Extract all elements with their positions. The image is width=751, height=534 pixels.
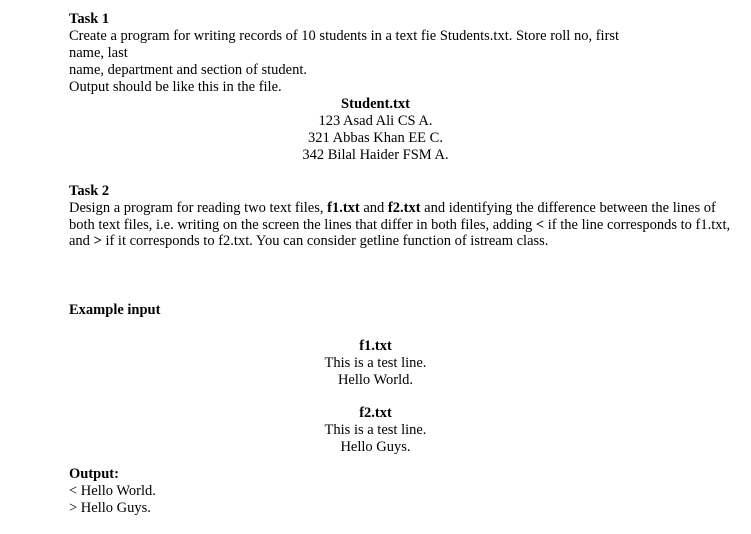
task2-description: [69, 200, 739, 250]
greater-than-symbol: >: [93, 233, 102, 249]
task1-text-line3: name, department and section of student.: [69, 62, 307, 78]
task2-text: and identifying the difference between the lines of both text files, i.e. writing on the screen the lines that differ in both files, adding: [69, 200, 716, 233]
task2-text: if the line corresponds to f1.txt, and: [69, 216, 731, 249]
f1-file-line: Hello World.: [337, 372, 414, 388]
student-record: 342 Bilal Haider FSM A.: [302, 147, 449, 163]
less-than-symbol: <: [535, 216, 545, 233]
student-record: 123 Asad Ali CS A.: [318, 113, 433, 129]
f2-filename: f2.txt: [387, 200, 421, 216]
output-line: < Hello World.: [69, 483, 156, 499]
f2-file-title: f2.txt: [359, 405, 392, 421]
task1-text-line1: Create a program for writing records of 10 students in a text fie Students.txt. Store roll no, first: [69, 28, 620, 44]
f1-file-title: f1.txt: [359, 338, 392, 354]
output-line: > Hello Guys.: [69, 500, 151, 516]
f2-file-line: Hello Guys.: [340, 439, 411, 455]
task1-text-line4: Output should be like this in the file.: [69, 79, 282, 95]
f1-file-line: This is a test line.: [324, 355, 427, 371]
task2-text: Design a program for reading two text files,: [69, 200, 328, 216]
task1-heading: Task 1: [69, 11, 110, 27]
task2-text: if it corresponds to f2.txt. You can consider getline function of istream class.: [101, 233, 549, 249]
task1-text-line2: name, last: [69, 45, 128, 61]
example-input-heading: Example input: [69, 302, 161, 318]
f1-filename: f1.txt: [327, 200, 360, 216]
student-record: 321 Abbas Khan EE C.: [308, 130, 443, 146]
f2-file-line: This is a test line.: [324, 422, 427, 438]
task2-text: and: [359, 200, 388, 216]
student-file-title: Student.txt: [341, 96, 410, 112]
output-heading: Output:: [69, 466, 119, 482]
task2-heading: Task 2: [69, 183, 110, 199]
